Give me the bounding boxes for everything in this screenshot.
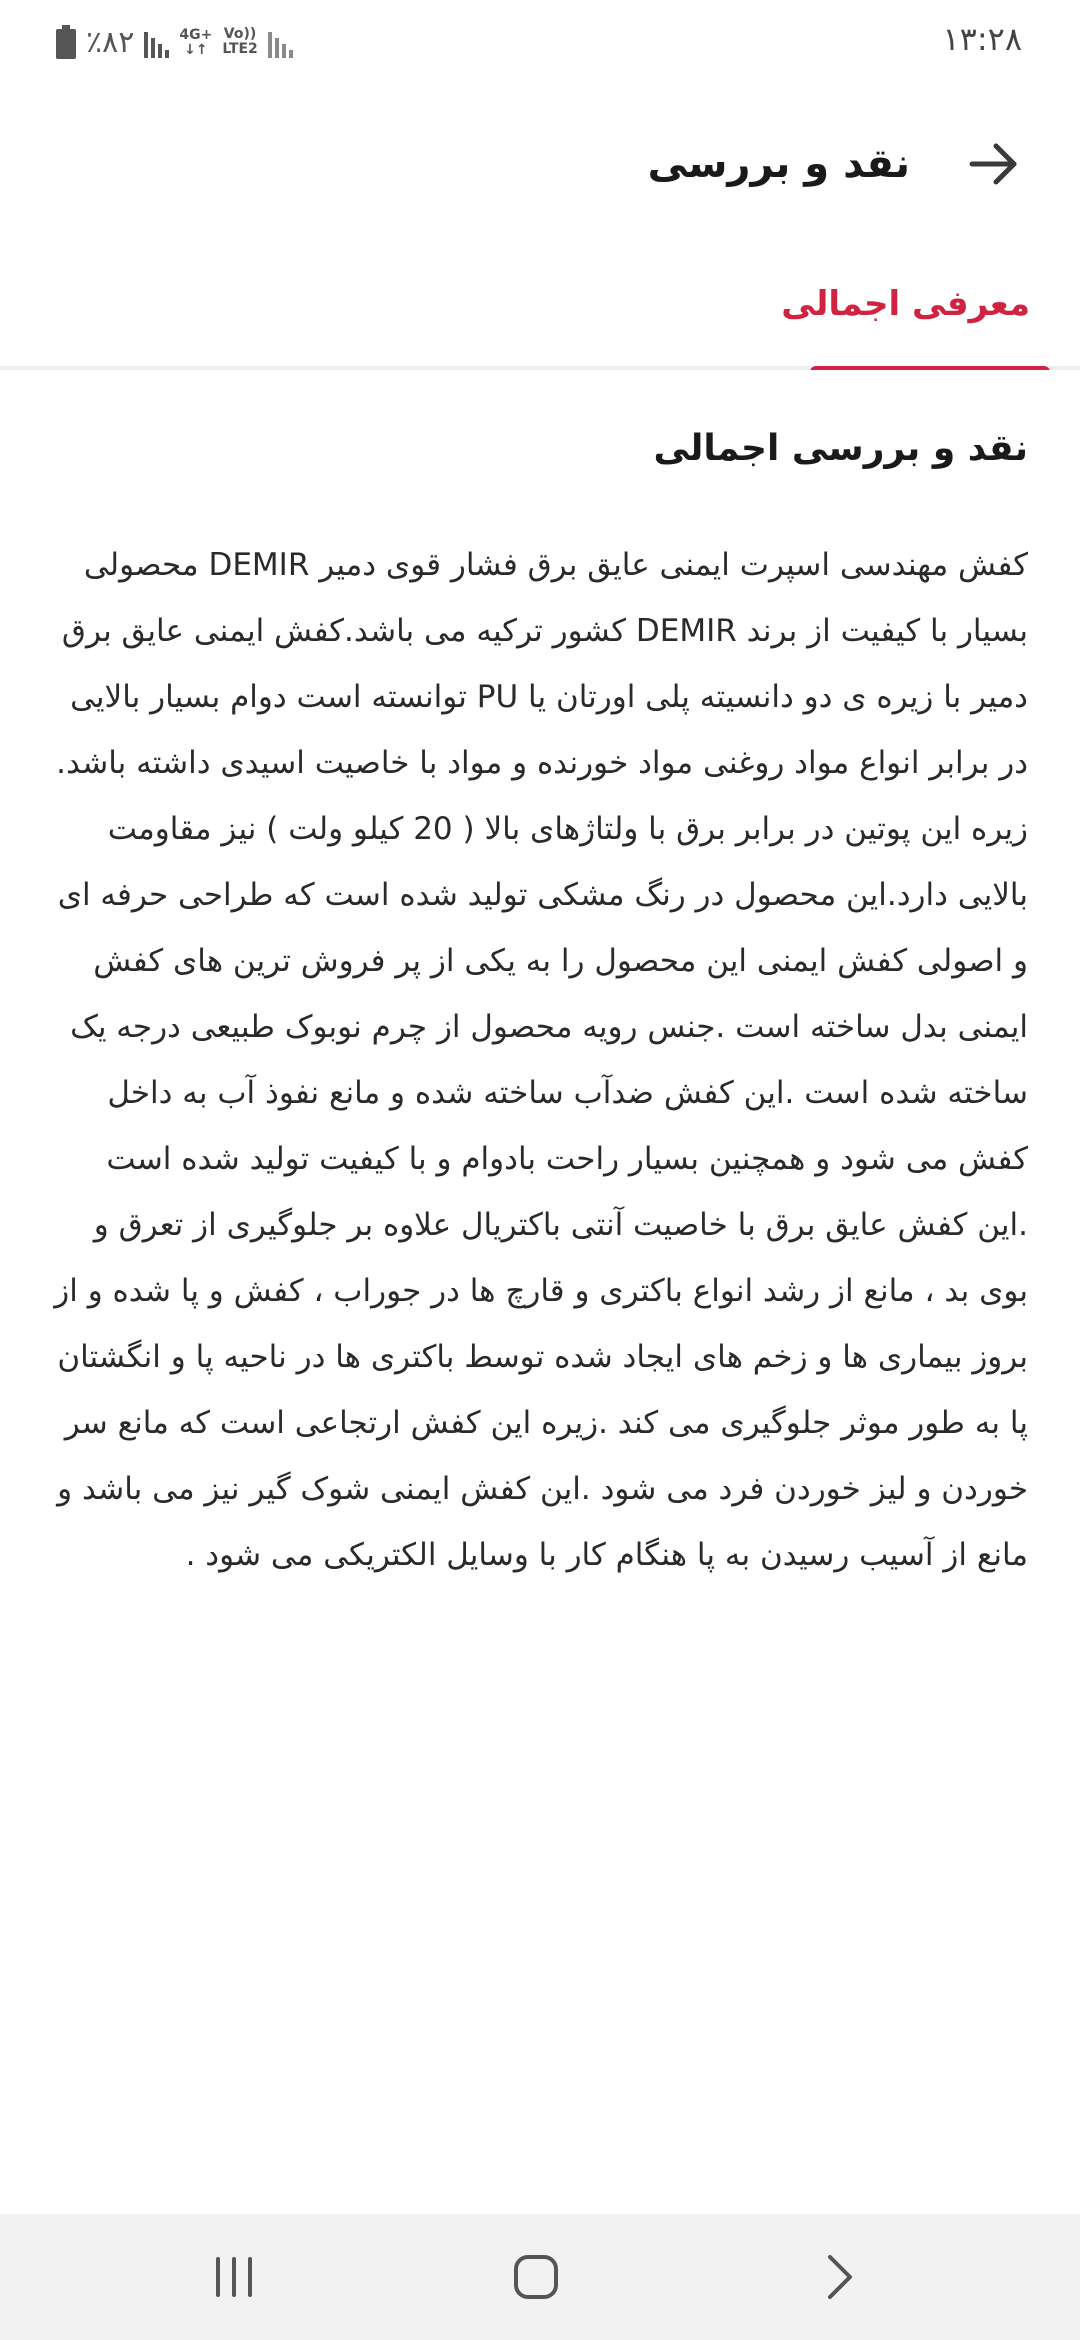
battery-icon [56,25,76,59]
battery-percentage: ٪۸۲ [86,24,135,60]
volte-badge [222,27,257,57]
app-bar [0,84,1080,244]
network-type-badge [179,28,212,57]
signal-icon-secondary [268,26,293,58]
arrow-right-icon[interactable] [964,134,1024,194]
signal-icon [144,26,169,58]
page-title: نقد و بررسی [647,141,910,187]
status-time: ۱۳:۲۸ [942,20,1022,58]
system-nav-bar [0,2214,1080,2340]
home-icon[interactable] [506,2247,566,2307]
status-bar [0,0,1080,84]
tab-overview[interactable] [781,244,1050,370]
review-content [0,370,1080,2214]
data-arrows-icon: ↓↑ [184,41,208,58]
status-icons [56,22,293,62]
tab-bar [0,244,1080,370]
network-type-label: 4G+ [179,26,213,43]
review-body-text: کفش مهندسی اسپرت ایمنی عایق برق فشار قوی دمیر DEMIR محصولی بسیار با کیفیت از برند DEMIR کشور ترکیه می باشد.کفش ایمنی عایق برق دمیر با زیره ی دو دانسیته پلی اورتان یا PU توانسته است دوام بسیار بالایی در برابر انواع مواد روغنی مواد خورنده و مواد با خاصیت اسیدی داشته باشد. زیره این پوتین در برابر برق با ولتاژهای بالا ( 20 کیلو ولت ) نیز مقاومت بالایی دارد.این محصول در رنگ مشکی تولید شده است که طراحی حرفه ای و اصولی کفش ایمنی این محصول را به یکی از پر فروش ترین های کفش ایمنی بدل ساخته است .جنس رویه محصول از چرم نوبوک طبیعی درجه یک ساخته شده است .این کفش ضدآب ساخته شده و مانع نفوذ آب به داخل کفش می شود و همچنین بسیار راحت بادوام و با کیفیت تولید شده است .این کفش عایق برق با خاصیت آنتی باکتریال علاوه بر جلوگیری از تعرق و بوی بد ، مانع از رشد انواع باکتری و قارچ ها در جوراب ، کفش و پا شده و از بروز بیماری ها و زخم های ایجاد شده توسط باکتری ها در ناحیه پا و انگشتان پا به طور موثر جلوگیری می کند .زیره این کفش ارتجاعی است که مانع سر خوردن و لیز خوردن فرد می شود .این کفش ایمنی شوک گیر نیز می باشد و مانع از آسیب رسیدن به پا هنگام کار با وسایل الکتریکی می شود . [54,547,1028,1573]
volte-label: Vo)) [223,26,257,42]
section-heading: نقد و بررسی اجمالی [653,428,1028,469]
tab-overview-label: معرفی اجمالی [781,284,1030,324]
lte-label: LTE2 [222,41,258,57]
recent-apps-icon[interactable] [204,2247,264,2307]
chevron-back-icon[interactable] [808,2247,868,2307]
